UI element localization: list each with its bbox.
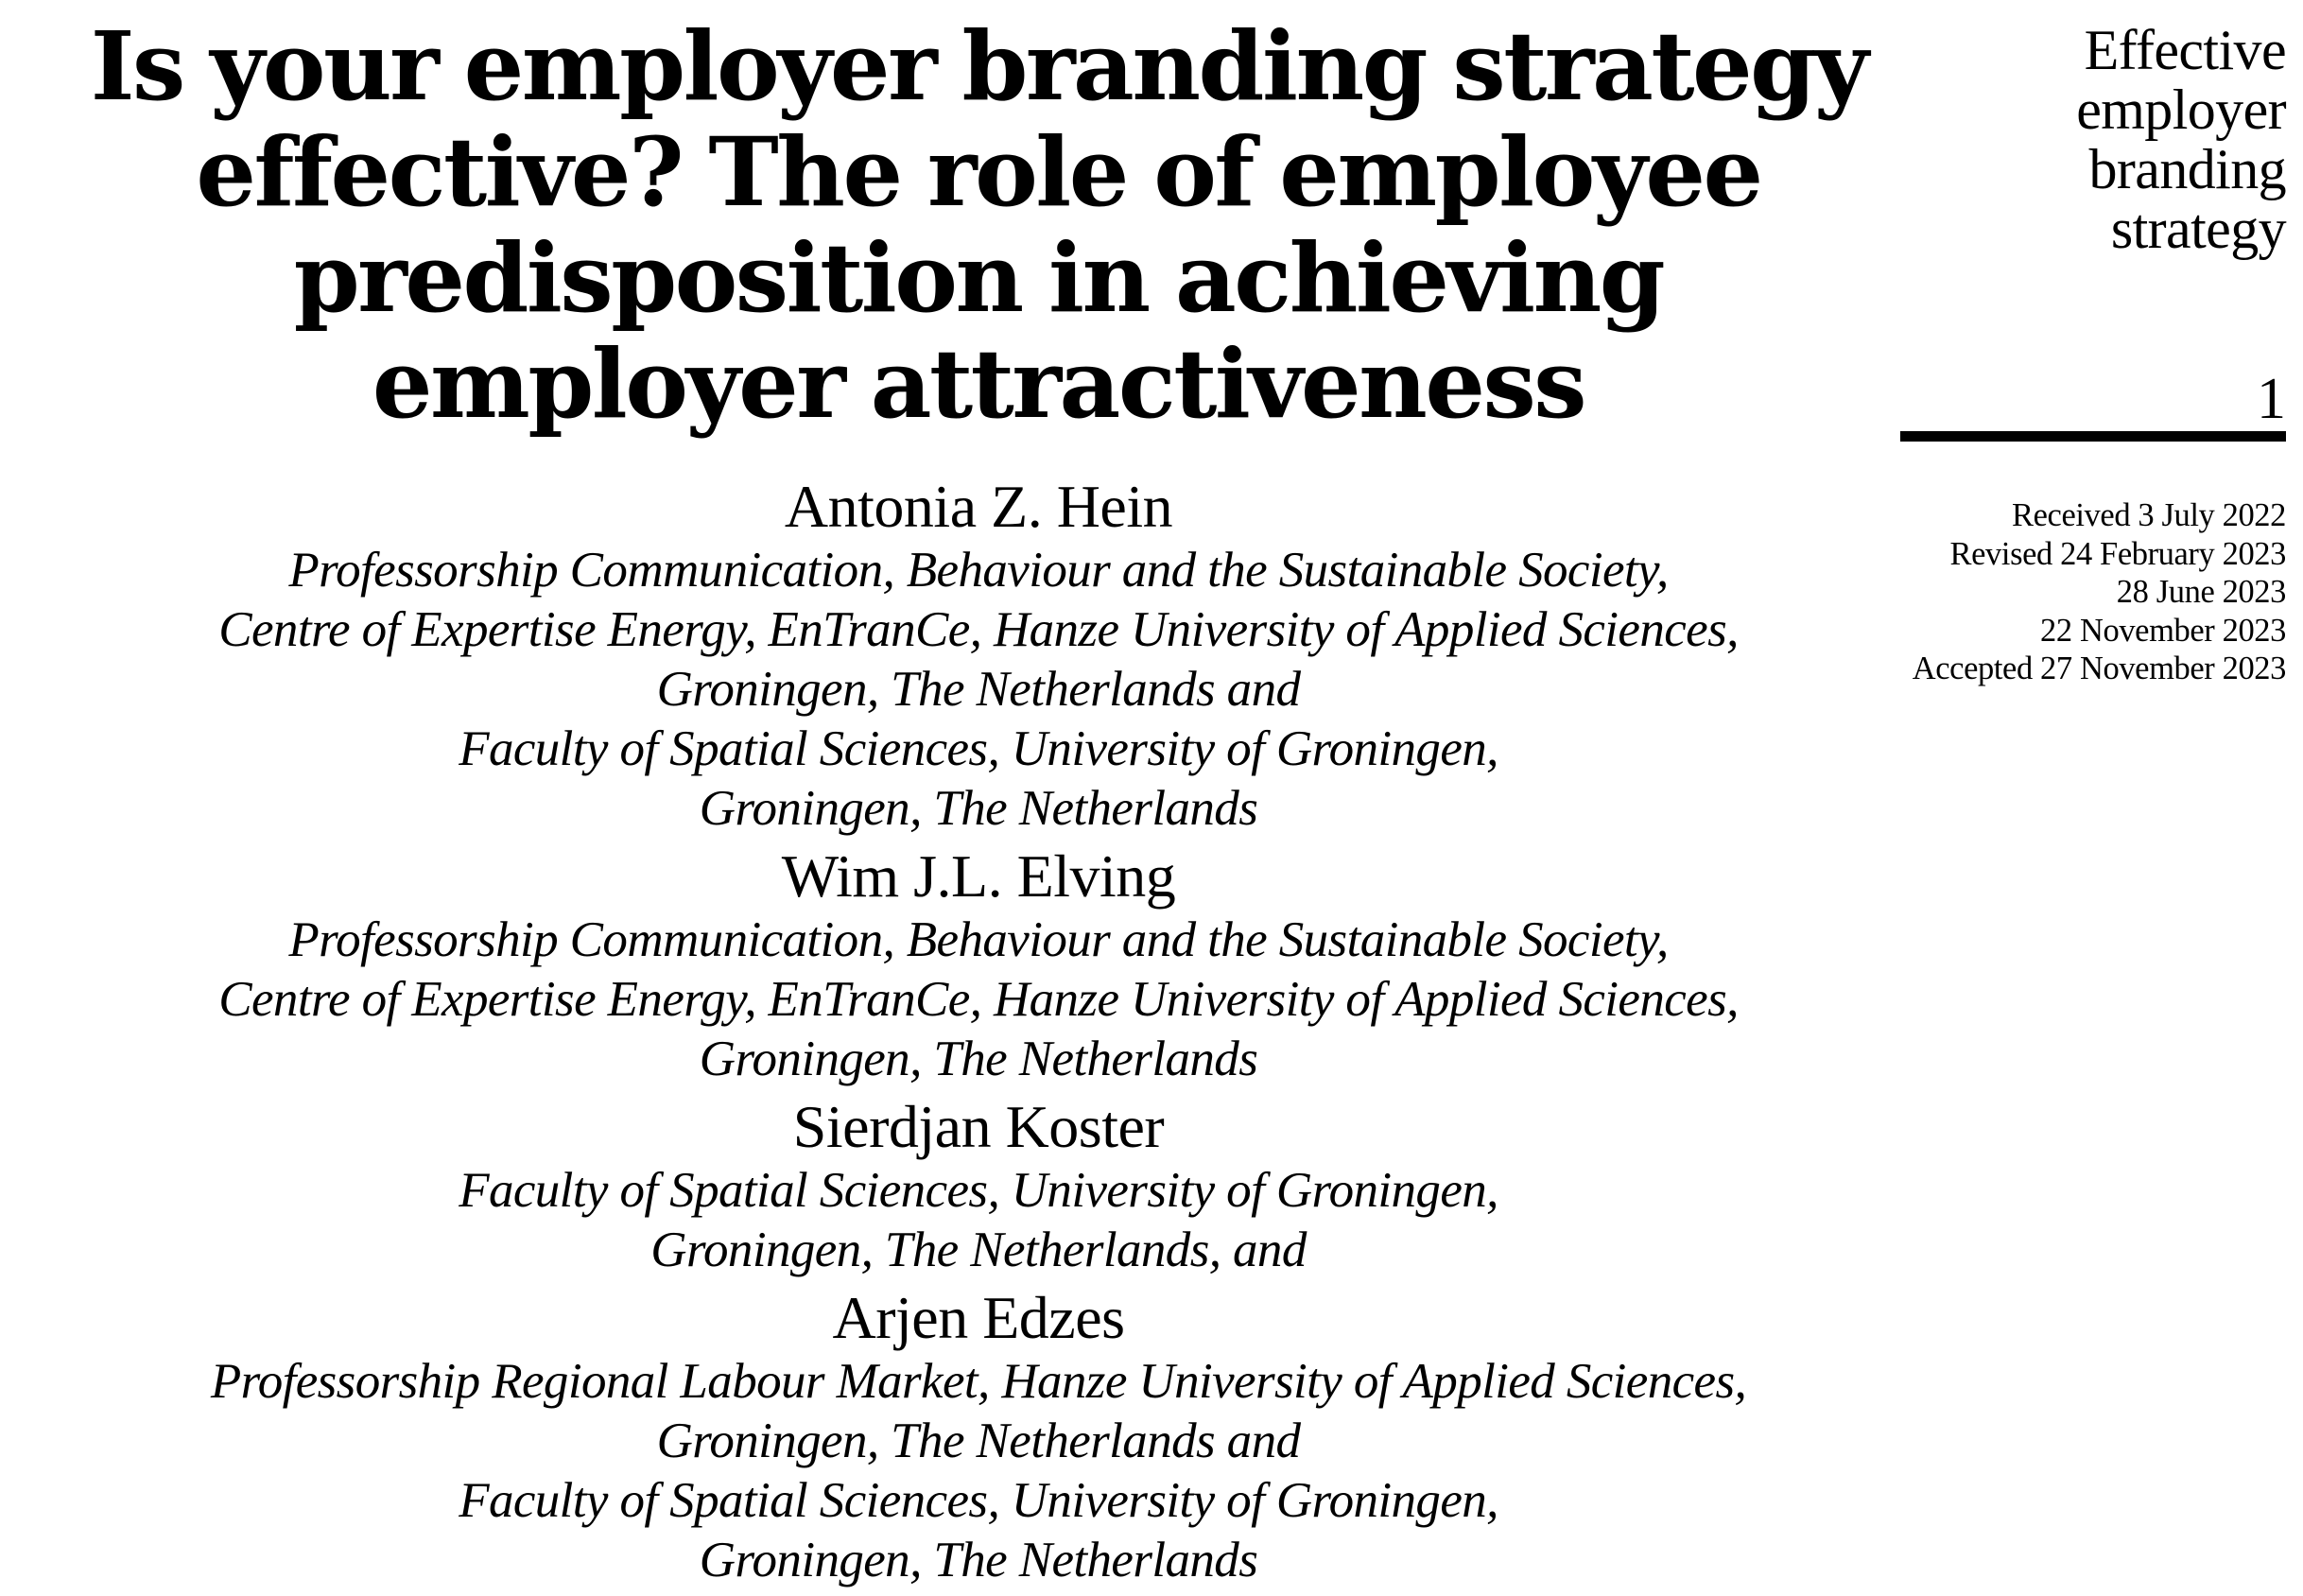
author-list	[38, 473, 1919, 1590]
running-head	[1900, 0, 2286, 259]
author-affiliation-line: Faculty of Spatial Sciences, University of Groningen,	[459, 721, 1498, 776]
author-block	[38, 473, 1919, 839]
history-line: Accepted 27 November 2023	[1912, 651, 2286, 686]
author-affiliation-line: Professorship Regional Labour Market, Hanze University of Applied Sciences,	[210, 1354, 1747, 1409]
author-block	[38, 1284, 1919, 1590]
author-name: Antonia Z. Hein	[784, 473, 1173, 540]
author-affiliation-line: Faculty of Spatial Sciences, University of Groningen,	[459, 1163, 1498, 1218]
history-line: 22 November 2023	[2040, 612, 2286, 649]
main-column	[38, 0, 1919, 1590]
title-line: effective? The role of employee	[196, 116, 1761, 228]
history-line: Received 3 July 2022	[2012, 497, 2286, 533]
history-line: Revised 24 February 2023	[1949, 535, 2286, 572]
author-block	[38, 1093, 1919, 1280]
running-head-line: Effective	[2084, 19, 2286, 81]
author-affiliation-line: Groningen, The Netherlands	[699, 1533, 1258, 1587]
history-line: 28 June 2023	[2116, 574, 2286, 610]
author-affiliation-line: Groningen, The Netherlands, and	[650, 1223, 1307, 1277]
author-name: Arjen Edzes	[832, 1284, 1125, 1351]
author-affiliation-line: Professorship Communication, Behaviour and the Sustainable Society,	[288, 912, 1669, 967]
author-block	[38, 842, 1919, 1089]
author-name: Sierdjan Koster	[792, 1093, 1165, 1160]
article-history	[1900, 496, 2286, 688]
author-name: Wim J.L. Elving	[781, 842, 1176, 910]
margin-rule	[1900, 431, 2286, 442]
title-line: Is your employer branding strategy	[90, 10, 1867, 122]
running-head-line: strategy	[2110, 198, 2286, 260]
margin-column	[1900, 0, 2286, 686]
author-affiliation-line: Groningen, The Netherlands	[699, 1032, 1258, 1086]
title-line: employer attractiveness	[372, 328, 1585, 440]
page-number: 1	[2257, 367, 2286, 431]
running-head-line: employer	[2076, 78, 2286, 141]
author-affiliation-line: Groningen, The Netherlands and	[656, 662, 1301, 717]
article-title	[38, 0, 1919, 440]
author-affiliation-line: Groningen, The Netherlands	[699, 781, 1258, 836]
author-affiliation-line: Centre of Expertise Energy, EnTranCe, Hanze University of Applied Sciences,	[218, 602, 1739, 657]
running-head-line: branding	[2088, 138, 2286, 200]
author-affiliation-line: Faculty of Spatial Sciences, University of Groningen,	[459, 1473, 1498, 1528]
author-affiliation-line: Centre of Expertise Energy, EnTranCe, Hanze University of Applied Sciences,	[218, 972, 1739, 1027]
author-affiliation-line: Groningen, The Netherlands and	[656, 1414, 1301, 1468]
author-affiliation-line: Professorship Communication, Behaviour and the Sustainable Society,	[288, 543, 1669, 598]
title-line: predisposition in achieving	[293, 222, 1664, 334]
